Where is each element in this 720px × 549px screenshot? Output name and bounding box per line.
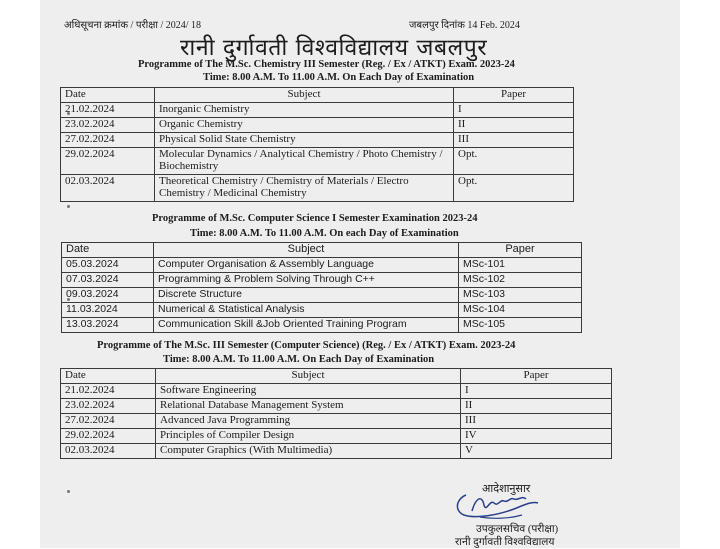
exam-paper: V xyxy=(461,444,612,459)
exam-date: 05.03.2024 xyxy=(62,258,154,273)
exam-date: 13.03.2024 xyxy=(62,318,154,333)
exam-subject: Organic Chemistry xyxy=(155,118,454,133)
table-header-row xyxy=(62,243,582,258)
section3-time: Time: 8.00 A.M. To 11.00 A.M. On Each Day of Examination xyxy=(163,354,435,365)
exam-paper: MSc-102 xyxy=(459,273,582,288)
table-row xyxy=(61,429,612,444)
exam-subject: Computer Graphics (With Multimedia) xyxy=(156,444,461,459)
table-row xyxy=(62,273,582,288)
notification-date: जबलपुर दिनांक 14 Feb. 2024 xyxy=(409,20,520,31)
exam-paper: Opt. xyxy=(454,148,574,175)
column-header-date: Date xyxy=(61,369,156,384)
section1-time: Time: 8.00 A.M. To 11.00 A.M. On Each Day of Examination xyxy=(203,72,475,83)
compsci-sem3-schedule-table xyxy=(60,368,612,459)
exam-date: 02.03.2024 xyxy=(61,175,155,202)
exam-subject: Numerical & Statistical Analysis xyxy=(154,303,459,318)
exam-date: 21.02.2024 xyxy=(61,384,156,399)
exam-subject: Advanced Java Programming xyxy=(156,414,461,429)
table-row xyxy=(62,288,582,303)
table-row xyxy=(61,399,612,414)
exam-paper: III xyxy=(454,133,574,148)
exam-date: 27.02.2024 xyxy=(61,414,156,429)
signatory-designation: उपकुलसचिव (परीक्षा) xyxy=(476,524,559,535)
exam-subject: Programming & Problem Solving Through C++ xyxy=(154,273,459,288)
table-row xyxy=(62,258,582,273)
exam-subject: Theoretical Chemistry / Chemistry of Materials / Electro Chemistry / Medicinal Chemistry xyxy=(155,175,454,202)
table-row xyxy=(61,175,574,202)
exam-date: 11.03.2024 xyxy=(62,303,154,318)
table-row xyxy=(61,133,574,148)
table-header-row xyxy=(61,369,612,384)
table-row xyxy=(62,318,582,333)
section3-heading: Programme of The M.Sc. III Semester (Computer Science) (Reg. / Ex / ATKT) Exam. 2023-24 xyxy=(97,340,516,351)
exam-date: 07.03.2024 xyxy=(62,273,154,288)
table-row xyxy=(61,444,612,459)
exam-paper: I xyxy=(454,103,574,118)
column-header-subject: Subject xyxy=(154,243,459,258)
column-header-subject: Subject xyxy=(156,369,461,384)
exam-paper: III xyxy=(461,414,612,429)
signature-mark xyxy=(452,489,542,523)
exam-paper: MSc-105 xyxy=(459,318,582,333)
column-header-date: Date xyxy=(61,88,155,103)
exam-subject: Relational Database Management System xyxy=(156,399,461,414)
exam-date: 27.02.2024 xyxy=(61,133,155,148)
exam-subject: Communication Skill &Job Oriented Training Program xyxy=(154,318,459,333)
exam-date: 23.02.2024 xyxy=(61,399,156,414)
exam-paper: Opt. xyxy=(454,175,574,202)
exam-subject: Software Engineering xyxy=(156,384,461,399)
exam-subject: Discrete Structure xyxy=(154,288,459,303)
notification-ref: अधिसूचना क्रमांक / परीक्षा / 2024/ 18 xyxy=(64,20,202,31)
exam-paper: II xyxy=(461,399,612,414)
exam-paper: II xyxy=(454,118,574,133)
exam-date: 02.03.2024 xyxy=(61,444,156,459)
exam-paper: MSc-103 xyxy=(459,288,582,303)
section2-heading: Programme of M.Sc. Computer Science I Semester Examination 2023-24 xyxy=(152,213,478,224)
binder-hole-mark xyxy=(67,490,70,493)
column-header-paper: Paper xyxy=(454,88,574,103)
column-header-paper: Paper xyxy=(459,243,582,258)
compsci-sem1-schedule-table xyxy=(61,242,582,333)
exam-subject: Computer Organisation & Assembly Language xyxy=(154,258,459,273)
exam-subject: Physical Solid State Chemistry xyxy=(155,133,454,148)
table-row xyxy=(61,103,574,118)
exam-subject: Principles of Compiler Design xyxy=(156,429,461,444)
column-header-paper: Paper xyxy=(461,369,612,384)
exam-subject: Molecular Dynamics / Analytical Chemistry / Photo Chemistry / Biochemistry xyxy=(155,148,454,175)
exam-paper: MSc-101 xyxy=(459,258,582,273)
column-header-date: Date xyxy=(62,243,154,258)
table-row xyxy=(61,118,574,133)
exam-paper: MSc-104 xyxy=(459,303,582,318)
table-row xyxy=(61,414,612,429)
table-header-row xyxy=(61,88,574,103)
section1-heading: Programme of The M.Sc. Chemistry III Semester (Reg. / Ex / ATKT) Exam. 2023-24 xyxy=(138,59,515,70)
column-header-subject: Subject xyxy=(155,88,454,103)
exam-date: 21.02.2024 xyxy=(61,103,155,118)
signature-label: आदेशानुसार xyxy=(482,483,531,495)
exam-date: 09.03.2024 xyxy=(62,288,154,303)
exam-paper: I xyxy=(461,384,612,399)
exam-date: 29.02.2024 xyxy=(61,148,155,175)
section2-time: Time: 8.00 A.M. To 11.00 A.M. On each Day of Examination xyxy=(190,228,459,239)
exam-date: 29.02.2024 xyxy=(61,429,156,444)
university-title: रानी दुर्गावती विश्वविद्यालय जबलपुर xyxy=(180,35,488,61)
exam-date: 23.02.2024 xyxy=(61,118,155,133)
exam-subject: Inorganic Chemistry xyxy=(155,103,454,118)
binder-hole-mark xyxy=(67,205,70,208)
exam-paper: IV xyxy=(461,429,612,444)
signatory-university: रानी दुर्गावती विश्वविद्यालय xyxy=(455,537,555,548)
table-row xyxy=(62,303,582,318)
chemistry-schedule-table xyxy=(60,87,574,202)
table-row xyxy=(61,384,612,399)
table-row xyxy=(61,148,574,175)
